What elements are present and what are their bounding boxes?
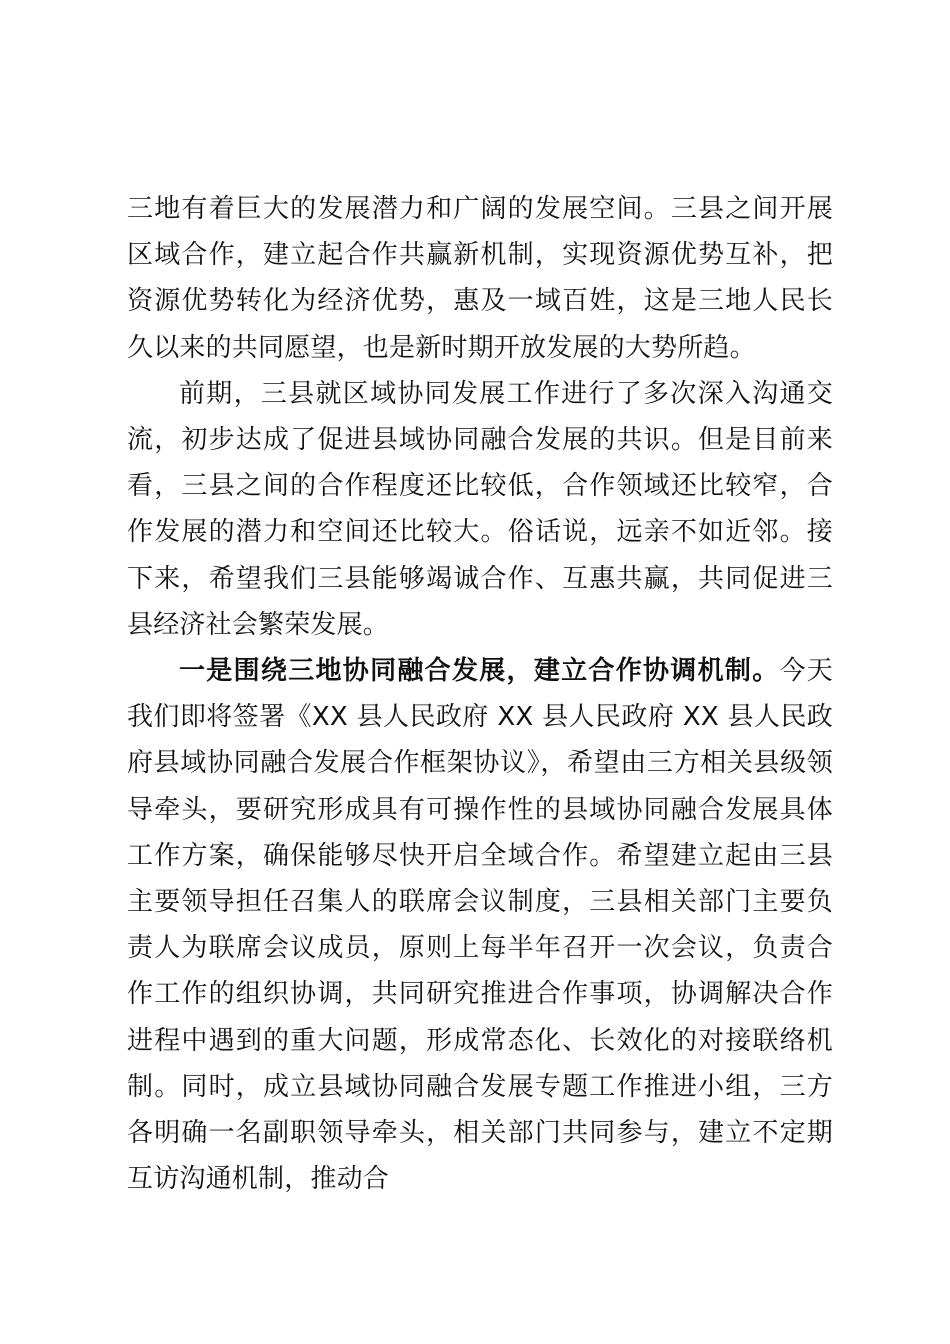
paragraph-2-text: 前期，三县就区域协同发展工作进行了多次深入沟通交流，初步达成了促进县域协同融合发展的共识。但是目前来看，三县之间的合作程度还比较低，合作领域还比较窄，合作发展的潜力和空间还比较大。俗话说，远亲不如近邻。接下来，希望我们三县能够竭诚合作、互惠共赢，共同促进三县经济社会繁荣发展。 xyxy=(127,378,833,640)
paragraph-3-text: 今天我们即将签署《XX 县人民政府 XX 县人民政府 XX 县人民政府县域协同融合发展合作框架协议》，希望由三方相关县级领导牵头，要研究形成具有可操作性的县域协同融合发展具体工作方案，确保能够尽快开启全域合作。希望建立起由三县主要领导担任召集人的联席会议制度，三县相关部门主要负责人为联席会议成员，原则上每半年召开一次会议，负责合作工作的组织协调，共同研究推进合作事项，协调解决合作进程中遇到的重大问题，形成常态化、长效化的对接联络机制。同时，成立县域协同融合发展专题工作推进小组，三方各明确一名副职领导牵头，相关部门共同参与，建立不定期互访沟通机制，推动合 xyxy=(127,656,833,1195)
paragraph-1 xyxy=(127,186,833,371)
paragraph-3-bold-lead: 一是围绕三地协同融合发展，建立合作协调机制。 xyxy=(179,656,780,687)
paragraph-2 xyxy=(127,371,833,648)
paragraph-3 xyxy=(127,648,833,1202)
paragraph-1-text: 三地有着巨大的发展潜力和广阔的发展空间。三县之间开展区域合作，建立起合作共赢新机制，实现资源优势互补，把资源优势转化为经济优势，惠及一域百姓，这是三地人民长久以来的共同愿望，也是新时期开放发展的大势所趋。 xyxy=(127,194,833,363)
document-body xyxy=(127,186,833,1202)
